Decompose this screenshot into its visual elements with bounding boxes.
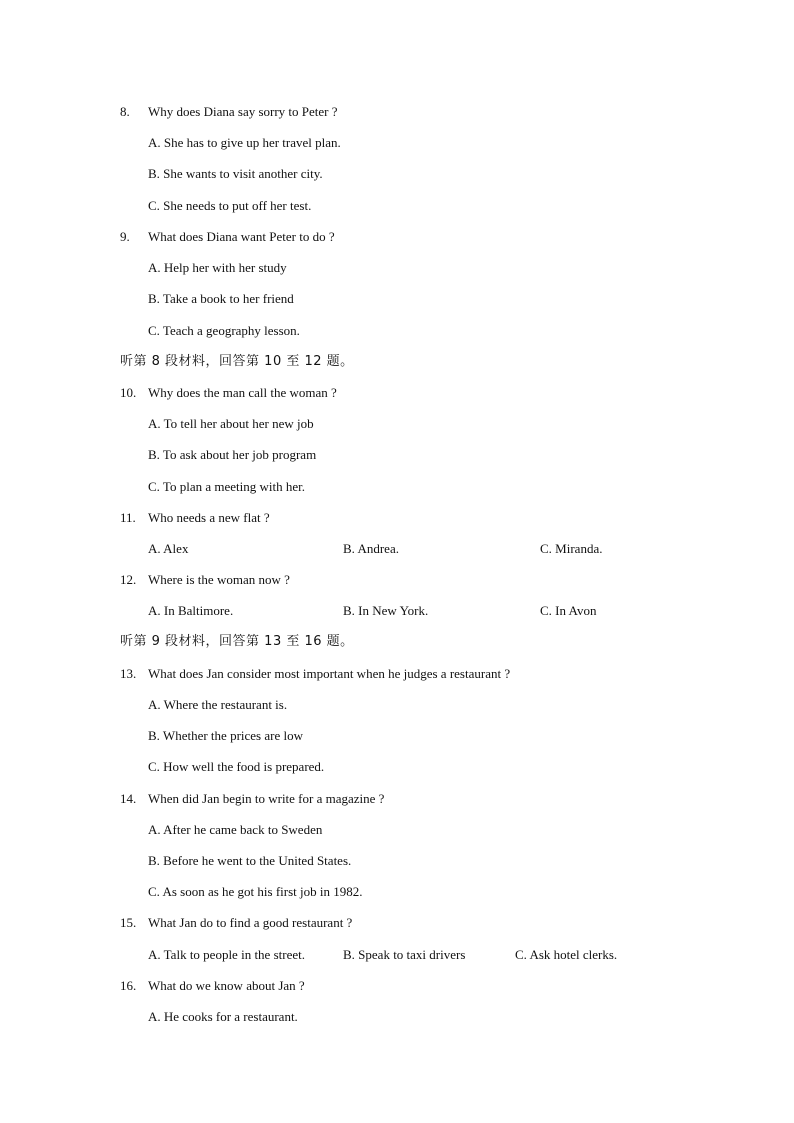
question-text: What does Jan consider most important when he judges a restaurant ?: [148, 666, 511, 681]
option-b: B. Speak to taxi drivers: [343, 947, 466, 962]
question-text: When did Jan begin to write for a magazine ?: [148, 791, 385, 806]
question-number: 15.: [120, 915, 137, 930]
option-a: A. In Baltimore.: [148, 603, 234, 618]
question-text: Where is the woman now ?: [148, 572, 290, 587]
option-c: C. Miranda.: [540, 541, 603, 556]
option-a: A. He cooks for a restaurant.: [148, 1009, 298, 1024]
question-number: 12.: [120, 572, 137, 587]
option-c: C. Ask hotel clerks.: [515, 947, 618, 962]
option-b: B. She wants to visit another city.: [148, 166, 323, 181]
question-text: Who needs a new flat ?: [148, 510, 270, 525]
option-a: A. After he came back to Sweden: [148, 822, 323, 837]
option-a: A. Alex: [148, 541, 189, 556]
option-a: A. She has to give up her travel plan.: [148, 135, 341, 150]
option-a: A. Help her with her study: [148, 260, 287, 275]
option-b: B. Andrea.: [343, 541, 399, 556]
option-c: C. Teach a geography lesson.: [148, 323, 300, 338]
section-heading: 听第 8 段材料，回答第 10 至 12 题。: [120, 354, 354, 369]
option-b: B. To ask about her job program: [148, 447, 317, 462]
option-c: C. In Avon: [540, 603, 597, 618]
question-text: Why does Diana say sorry to Peter ?: [148, 104, 338, 119]
option-b: B. Before he went to the United States.: [148, 853, 352, 868]
option-a: A. Where the restaurant is.: [148, 697, 288, 712]
question-number: 14.: [120, 791, 137, 806]
question-number: 16.: [120, 978, 137, 993]
question-text: What do we know about Jan ?: [148, 978, 305, 993]
question-number: 9.: [120, 229, 130, 244]
question-number: 11.: [120, 510, 136, 525]
question-number: 13.: [120, 666, 137, 681]
question-number: 8.: [120, 104, 130, 119]
option-b: B. In New York.: [343, 603, 429, 618]
option-a: A. To tell her about her new job: [148, 416, 314, 431]
option-c: C. As soon as he got his first job in 1982.: [148, 884, 363, 899]
question-number: 10.: [120, 385, 137, 400]
question-text: What Jan do to find a good restaurant ?: [148, 915, 353, 930]
option-a: A. Talk to people in the street.: [148, 947, 305, 962]
option-c: C. She needs to put off her test.: [148, 198, 312, 213]
option-b: B. Take a book to her friend: [148, 291, 294, 306]
question-text: What does Diana want Peter to do ?: [148, 229, 335, 244]
question-text: Why does the man call the woman ?: [148, 385, 337, 400]
section-heading: 听第 9 段材料，回答第 13 至 16 题。: [120, 634, 354, 649]
option-b: B. Whether the prices are low: [148, 728, 303, 743]
option-c: C. How well the food is prepared.: [148, 759, 325, 774]
option-c: C. To plan a meeting with her.: [148, 479, 305, 494]
